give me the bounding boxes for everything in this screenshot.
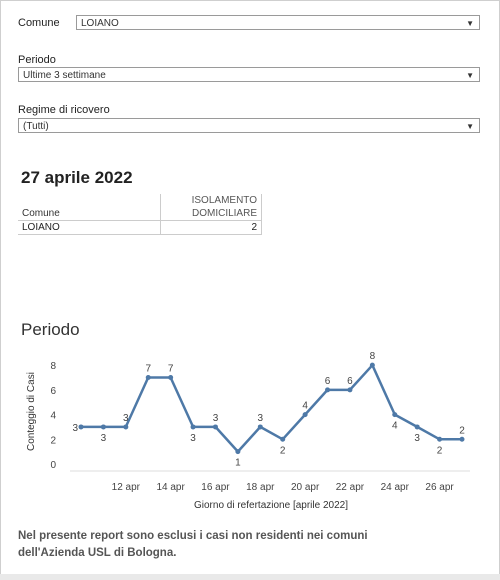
data-point bbox=[168, 375, 173, 380]
data-label: 7 bbox=[167, 363, 174, 375]
line-chart bbox=[0, 345, 500, 520]
data-label: 3 bbox=[212, 412, 219, 424]
data-point bbox=[213, 424, 218, 429]
x-tick-label: 24 apr bbox=[380, 482, 409, 493]
x-tick-label: 26 apr bbox=[425, 482, 454, 493]
data-point bbox=[370, 363, 375, 368]
data-label: 3 bbox=[414, 432, 420, 444]
data-label: 1 bbox=[235, 457, 241, 469]
comune-label: Comune bbox=[18, 17, 60, 29]
chevron-down-icon: ▼ bbox=[466, 71, 474, 80]
data-label: 2 bbox=[459, 425, 465, 437]
comune-select[interactable] bbox=[76, 15, 480, 30]
y-tick-label: 8 bbox=[50, 361, 56, 373]
section-title: Periodo bbox=[21, 320, 80, 339]
data-label: 3 bbox=[190, 432, 196, 444]
periodo-select-value: Ultime 3 settimane bbox=[23, 70, 106, 81]
regime-select[interactable] bbox=[18, 118, 480, 133]
chevron-down-icon: ▼ bbox=[466, 19, 474, 28]
data-label: 3 bbox=[72, 422, 78, 434]
comune-select-value: LOIANO bbox=[81, 18, 119, 29]
column-header-line2: DOMICILIARE bbox=[161, 207, 262, 221]
data-point bbox=[191, 424, 196, 429]
data-label: 6 bbox=[347, 375, 353, 387]
bottom-bar bbox=[0, 574, 500, 580]
data-point bbox=[123, 424, 128, 429]
data-point bbox=[392, 412, 397, 417]
column-header-line1: ISOLAMENTO bbox=[161, 194, 262, 207]
chevron-down-icon: ▼ bbox=[466, 122, 474, 131]
data-label: 4 bbox=[302, 400, 308, 412]
regime-select-value: (Tutti) bbox=[23, 121, 49, 132]
data-point bbox=[325, 387, 330, 392]
row-header: Comune bbox=[18, 207, 161, 221]
report-date: 27 aprile 2022 bbox=[21, 168, 133, 187]
table-cell-value: 2 bbox=[161, 221, 262, 235]
data-label: 7 bbox=[145, 363, 152, 375]
data-point bbox=[146, 375, 151, 380]
y-tick-label: 4 bbox=[50, 410, 56, 422]
summary-table bbox=[18, 194, 262, 235]
data-label: 2 bbox=[436, 445, 443, 457]
footer-note bbox=[18, 528, 368, 562]
x-tick-label: 14 apr bbox=[156, 482, 185, 493]
y-tick-label: 0 bbox=[50, 460, 56, 471]
data-label: 3 bbox=[123, 412, 129, 424]
periodo-select[interactable] bbox=[18, 67, 480, 82]
data-label: 2 bbox=[279, 445, 286, 457]
y-tick-label: 2 bbox=[50, 435, 56, 447]
data-point bbox=[79, 424, 84, 429]
x-tick-label: 16 apr bbox=[201, 482, 230, 493]
table-row bbox=[18, 221, 262, 235]
y-tick-label: 6 bbox=[50, 385, 56, 397]
data-point bbox=[437, 437, 442, 442]
data-label: 3 bbox=[257, 412, 264, 424]
y-axis-label: Conteggio di Casi bbox=[26, 372, 37, 451]
data-label: 3 bbox=[100, 432, 107, 444]
footer-line-2: dell'Azienda USL di Bologna. bbox=[18, 547, 177, 559]
regime-label: Regime di ricovero bbox=[18, 104, 110, 116]
data-point bbox=[303, 412, 308, 417]
x-tick-label: 22 apr bbox=[335, 482, 365, 493]
data-label: 4 bbox=[391, 420, 398, 432]
footer-line-1: Nel presente report sono esclusi i casi non residenti nei comuni bbox=[18, 530, 368, 542]
series-line bbox=[81, 365, 462, 451]
data-point bbox=[101, 424, 106, 429]
table-cell-comune: LOIANO bbox=[18, 221, 161, 235]
data-label: 6 bbox=[324, 375, 331, 387]
data-point bbox=[415, 424, 420, 429]
data-point bbox=[235, 449, 240, 454]
data-point bbox=[258, 424, 263, 429]
data-point bbox=[280, 437, 285, 442]
x-axis-label: Giorno di refertazione [aprile 2022] bbox=[194, 500, 348, 511]
x-tick-label: 18 apr bbox=[246, 482, 275, 493]
data-label: 8 bbox=[369, 351, 376, 363]
data-point bbox=[460, 437, 465, 442]
periodo-label: Periodo bbox=[18, 54, 56, 66]
x-tick-label: 12 apr bbox=[111, 482, 141, 493]
x-tick-label: 20 apr bbox=[290, 482, 320, 493]
data-point bbox=[347, 387, 352, 392]
